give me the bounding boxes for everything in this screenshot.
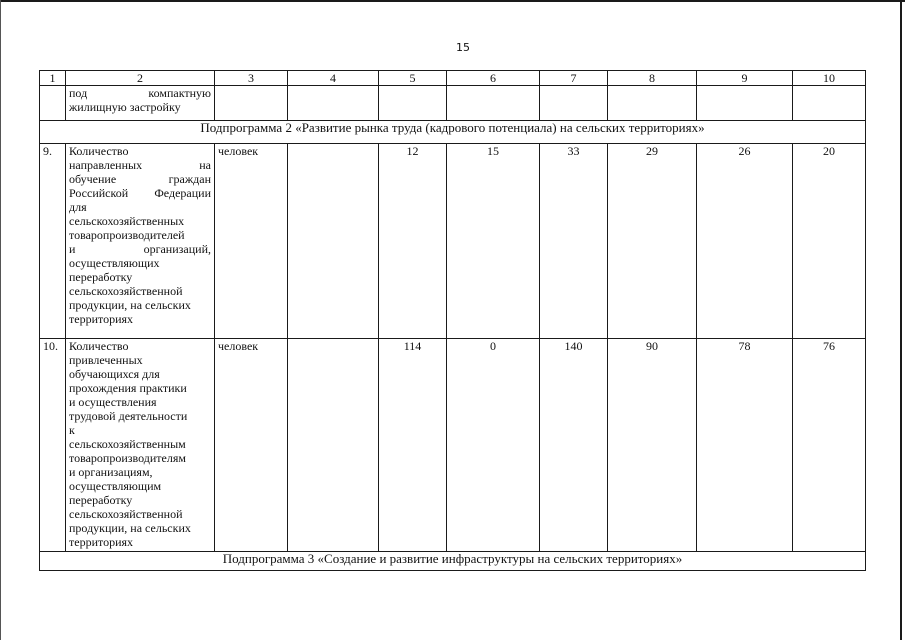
value-cell: 15 xyxy=(447,144,540,339)
empty-cell xyxy=(447,86,540,121)
empty-cell xyxy=(379,86,447,121)
empty-cell xyxy=(40,86,66,121)
header-cell: 3 xyxy=(215,71,288,86)
page-frame-left xyxy=(0,0,1,640)
value-cell: 140 xyxy=(540,339,608,552)
indicator-line: продукции, на сельских xyxy=(69,298,191,312)
indicator-line: привлеченных xyxy=(69,353,143,367)
indicator-name xyxy=(66,144,215,339)
header-cell: 6 xyxy=(447,71,540,86)
value-cell: 29 xyxy=(608,144,697,339)
empty-cell xyxy=(215,86,288,121)
indicators-table xyxy=(39,70,866,571)
continuation-indicator xyxy=(66,86,215,121)
value-cell: 12 xyxy=(379,144,447,339)
page-frame-top xyxy=(0,0,905,2)
continuation-row xyxy=(40,86,866,121)
column-number-header xyxy=(40,71,866,86)
indicator-line: товаропроизводителям xyxy=(69,451,186,465)
indicator-line: сельскохозяйственной xyxy=(69,284,183,298)
page-frame-right xyxy=(900,0,902,640)
indicator-line: и организаций, xyxy=(69,242,211,256)
subprogram-3-title: Подпрограмма 3 «Создание и развитие инфраструктуры на сельских территориях» xyxy=(40,552,866,571)
indicator-line: и организациям, xyxy=(69,465,153,479)
unit-cell: человек xyxy=(215,144,288,339)
indicator-line: товаропроизводителей xyxy=(69,228,185,242)
indicator-line: жилищную застройку xyxy=(69,100,181,114)
header-cell: 9 xyxy=(697,71,793,86)
indicator-line: переработку xyxy=(69,493,133,507)
indicator-line: территориях xyxy=(69,312,134,326)
empty-cell xyxy=(608,86,697,121)
indicator-line: обучение граждан xyxy=(69,172,211,186)
empty-cell xyxy=(697,86,793,121)
indicator-line: Количество xyxy=(69,339,129,353)
header-cell: 2 xyxy=(66,71,215,86)
header-cell: 10 xyxy=(793,71,866,86)
table-row xyxy=(40,144,866,339)
empty-cell xyxy=(540,86,608,121)
page-number: 15 xyxy=(456,41,470,54)
indicator-line: и осуществления xyxy=(69,395,157,409)
header-cell: 8 xyxy=(608,71,697,86)
indicator-line: сельскохозяйственных xyxy=(69,214,185,228)
header-cell: 1 xyxy=(40,71,66,86)
indicator-line: под компактную xyxy=(69,86,211,100)
indicator-line: к xyxy=(69,423,75,437)
value-cell xyxy=(288,339,379,552)
indicator-line: Российской Федерации xyxy=(69,186,211,200)
indicator-line: трудовой деятельности xyxy=(69,409,188,423)
value-cell: 76 xyxy=(793,339,866,552)
value-cell: 90 xyxy=(608,339,697,552)
row-number: 10. xyxy=(40,339,66,552)
indicator-line: Количество xyxy=(69,144,129,158)
indicator-line: продукции, на сельских xyxy=(69,521,191,535)
value-cell: 20 xyxy=(793,144,866,339)
indicator-line: направленных на xyxy=(69,158,211,172)
indicator-line: территориях xyxy=(69,535,134,549)
row-number: 9. xyxy=(40,144,66,339)
value-cell xyxy=(288,144,379,339)
header-cell: 4 xyxy=(288,71,379,86)
indicator-line: сельскохозяйственным xyxy=(69,437,186,451)
empty-cell xyxy=(288,86,379,121)
indicator-line: осуществляющим xyxy=(69,479,162,493)
indicator-line: для xyxy=(69,200,87,214)
indicator-line: прохождения практики xyxy=(69,381,187,395)
header-cell: 5 xyxy=(379,71,447,86)
table-row xyxy=(40,339,866,552)
indicator-line: переработку xyxy=(69,270,133,284)
value-cell: 26 xyxy=(697,144,793,339)
subprogram-3-row xyxy=(40,552,866,571)
value-cell: 114 xyxy=(379,339,447,552)
indicator-line: осуществляющих xyxy=(69,256,160,270)
subprogram-2-row xyxy=(40,121,866,144)
subprogram-2-title: Подпрограмма 2 «Развитие рынка труда (кадрового потенциала) на сельских территориях» xyxy=(40,121,866,144)
header-cell: 7 xyxy=(540,71,608,86)
value-cell: 78 xyxy=(697,339,793,552)
indicator-name xyxy=(66,339,215,552)
indicator-line: сельскохозяйственной xyxy=(69,507,183,521)
empty-cell xyxy=(793,86,866,121)
value-cell: 0 xyxy=(447,339,540,552)
unit-cell: человек xyxy=(215,339,288,552)
indicator-line: обучающихся для xyxy=(69,367,160,381)
value-cell: 33 xyxy=(540,144,608,339)
